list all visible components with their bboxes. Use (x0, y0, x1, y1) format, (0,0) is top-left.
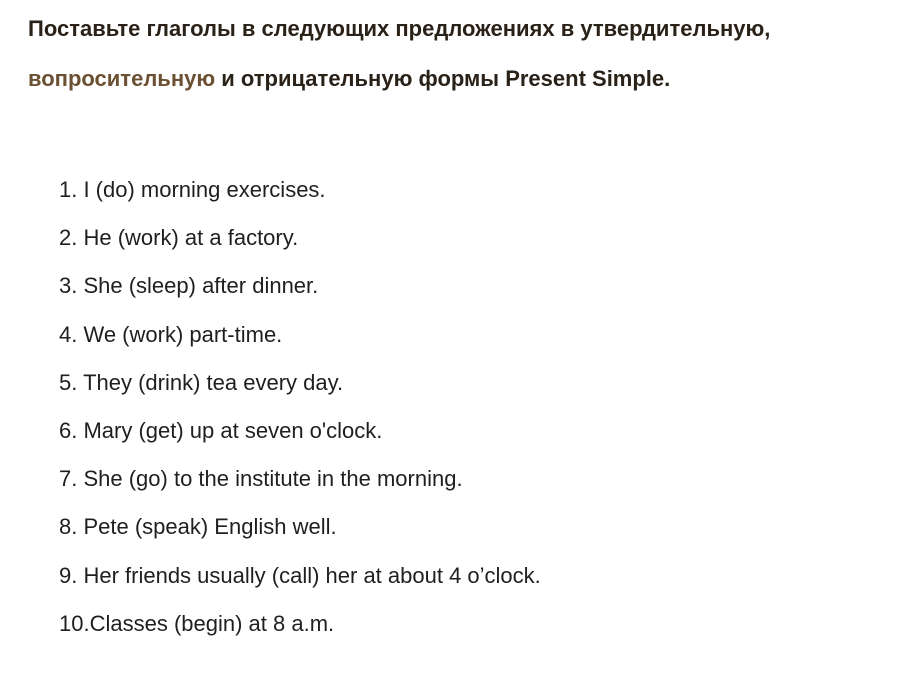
exercise-item: 7. She (go) to the institute in the morning. (59, 466, 463, 492)
exercise-item: 10.Classes (begin) at 8 a.m. (59, 610, 335, 636)
exercise-item: 1. I (do) morning exercises. (59, 177, 326, 202)
task-instruction (28, 4, 908, 104)
exercise-item: 5. They (drink) tea every day. (59, 369, 344, 395)
exercise-item: 8. Pete (speak) English well. (59, 514, 337, 540)
instruction-text-start: Поставьте глаголы в следующих предложениях в утвердительную, (28, 16, 771, 41)
exercise-item: 6. Mary (get) up at seven o'clock. (59, 418, 383, 444)
exercise-item: 4. We (work) part-time. (59, 321, 283, 347)
exercise-item: 9. Her friends usually (call) her at about 4 o’clock. (59, 562, 541, 588)
instruction-highlight: вопросительную (28, 66, 216, 91)
exercise-list (59, 166, 541, 648)
exercise-item: 2. He (work) at a factory. (59, 225, 299, 251)
instruction-text-end: и отрицательную формы Present Simple. (215, 66, 671, 91)
exercise-item: 3. She (sleep) after dinner. (59, 273, 319, 299)
